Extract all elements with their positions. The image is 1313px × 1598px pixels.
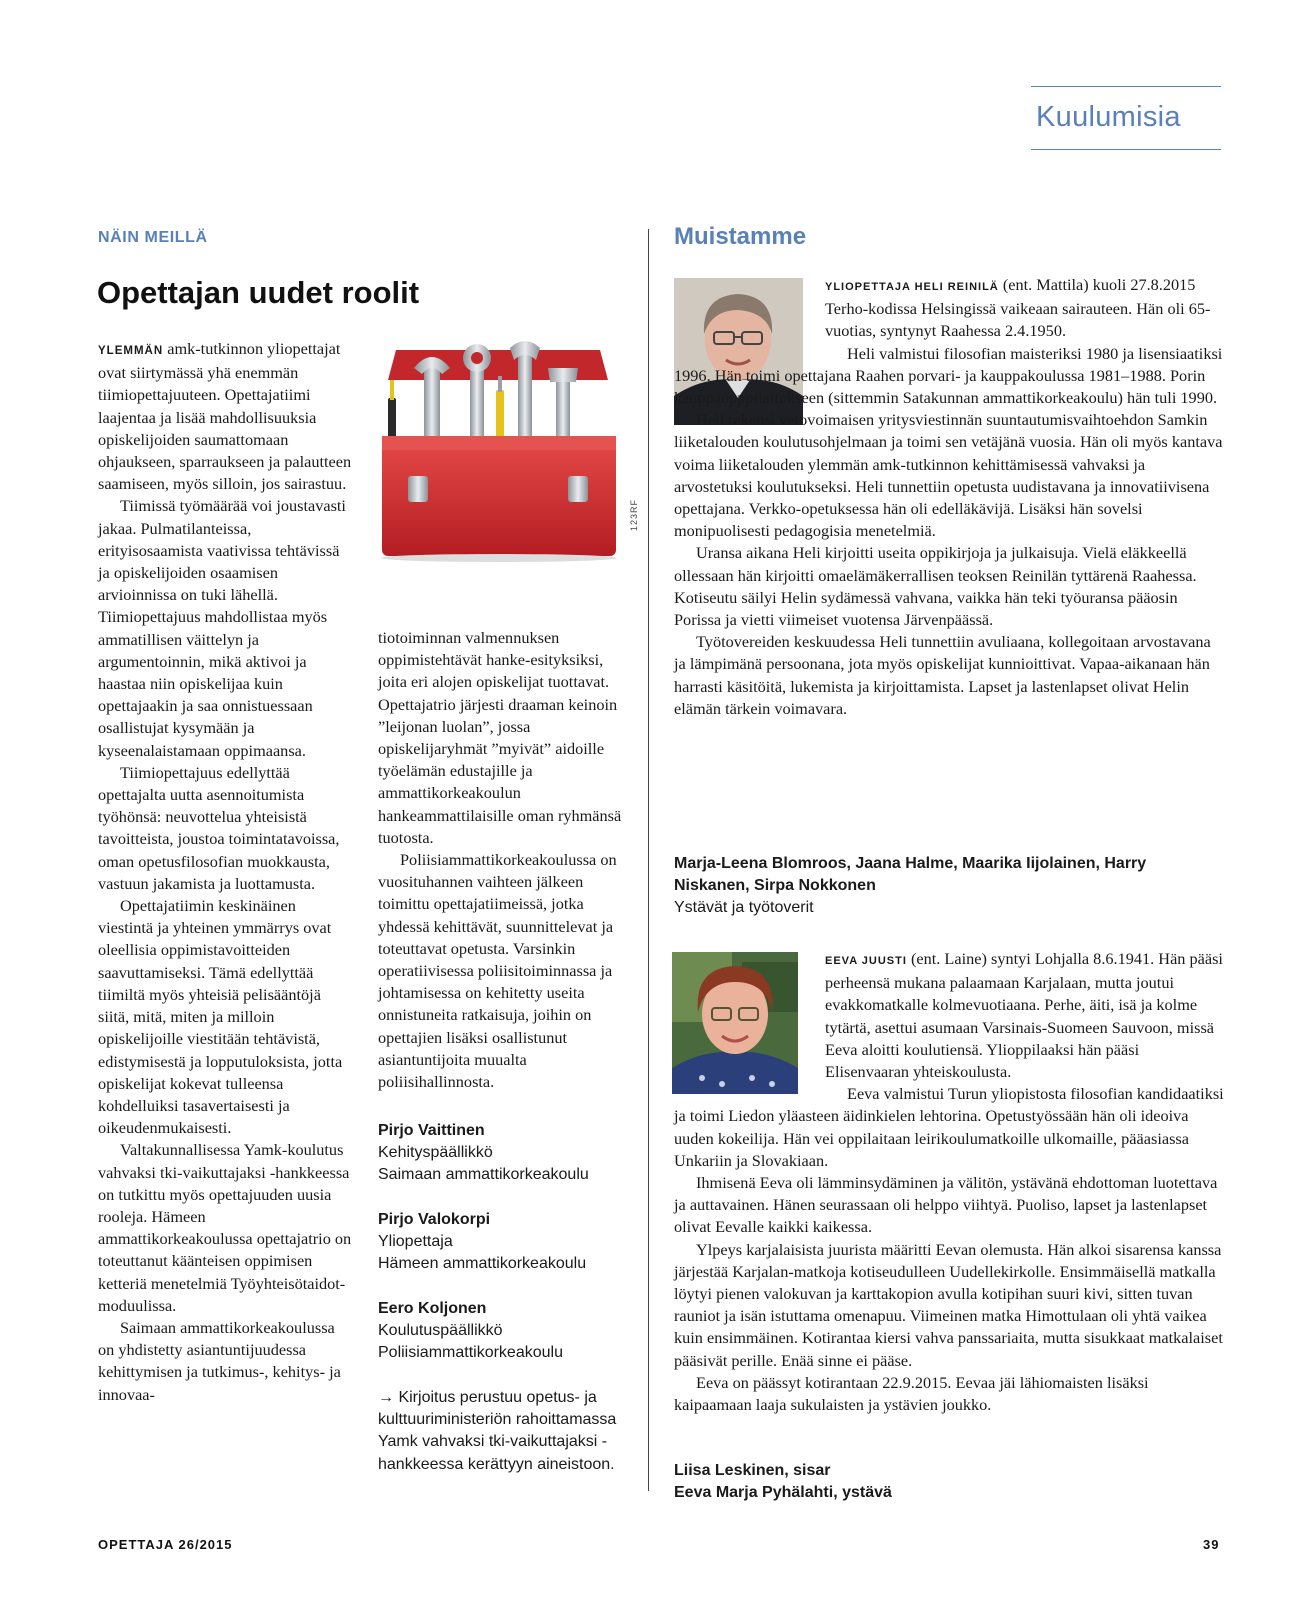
paragraph-text: amk-tutkinnon yliopettajat ovat siirtymässä yhä enemmän tiimiopettajuuteen. Opettajatiimi laajentaa ja lisää mahdollisuuksia opiskelijoiden saumattomaan ohjaukseen, sparraukseen ja palautteen saamiseen, myös silloin, jos sairastuu. xyxy=(98,339,352,494)
lead-word: YLEMMÄN xyxy=(98,345,164,357)
article-paragraph: Opettajatiimin keskinäinen viestintä ja yhteinen ymmärrys ovat oleellisia oppimistavoitteiden saavuttamiseksi. Tämä edellyttää tiimiltä myös yhteisiä pelisääntöjä siitä, mitä, miten ja milloin opiskelijoille viestitään tehtävistä, edistymisestä ja lopputuloksista, jotta opiskelijat kokevat tulleensa kohdelluiksi tasavertaisesti ja oikeudenmukaisesti. xyxy=(98,896,343,1138)
obituary-paragraph xyxy=(825,948,1224,1083)
author-org: Poliisiammattikorkeakoulu xyxy=(378,1344,563,1362)
obituary-paragraph: Uransa aikana Heli kirjoitti useita oppikirjoja ja julkaisuja. Vielä eläkkeellä ollessaan hän kirjoitti omaelämäkerrallisen teoksen Reinilän tyttärenä Raahessa. Kotiseutu säilyi Helin sydämessä vahvana, vaikka hän teki työuransa pääosin Porissa ja vietti viimeiset vuotensa Järvenpäässä. xyxy=(674,543,1197,630)
author-block-3 xyxy=(378,1298,632,1365)
author-org: Saimaan ammattikorkeakoulu xyxy=(378,1166,589,1184)
article-paragraph: Poliisiammattikorkeakoulussa on vuosituhannen vaihteen jälkeen toimittu opettajatiimeissä, jotka yhdessä kehittävät, suunnittelevat ja toteuttavat opetusta. Varsinkin operatiivisessa poliisitoiminnassa ja johtamisessa on kehitetty useita onnistuneita ratkaisuja, joihin on opettajien lisäksi osallistunut asiantuntijoita muualta poliisihallinnosta. xyxy=(378,850,617,1092)
article-paragraph: Valtakunnallisessa Yamk-koulutus vahvaksi tki-vaikuttajaksi -hankkeessa on tutkittu myös opettajuuden uusia rooleja. Hämeen ammattikorkeakoulussa opettajatrio on toteuttanut käänteisen oppimisen ketteriä menetelmiä Työyhteisötaidot-moduulissa. xyxy=(98,1140,352,1315)
source-note xyxy=(378,1387,632,1476)
obituary-paragraph: Ihmisenä Eeva oli lämminsydäminen ja välitön, ystävänä ehdottoman luotettava ja auttavainen. Hänen seurassaan oli helppo viihtyä. Puoliso, lapset ja lastenlapset olivat Eevalle kaikki kaikessa. xyxy=(674,1173,1218,1237)
article-paragraph: Tiimissä työmäärää voi joustavasti jakaa. Pulmatilanteissa, erityisosaamista vaativissa tehtävissä ja opiskelijoiden osaamisen arvioinnissa on tuki lähellä. Tiimiopettajuus mahdollistaa myös ammatillisen väittelyn ja argumentoinnin, mikä aktivoi ja haastaa niin opiskelijaa kuin opettajaakin ja saa onnistuessaan osallistujat kysymään ja kyseenalaistamaan oppimaansa. xyxy=(98,496,346,760)
signer-role: Ystävät ja työtoverit xyxy=(674,899,814,917)
arrow-icon: → xyxy=(378,1389,394,1406)
obituary-paragraph xyxy=(674,1083,1224,1172)
paragraph-text: Eeva valmistui Turun yliopistosta filosofian kandidaatiksi ja toimi Liedon yläasteen äidinkielen lehtorina. Opetustyössään hän oli ideoiva uuden kokeilija. Hän vei oppilaitaan leirikoulumatkoille ulkomaille, pääasiassa Unkariin ja Slovakiaan. xyxy=(674,1084,1224,1170)
article-paragraph: Tiimiopettajuus edellyttää opettajalta uutta asennoitumista työhönsä: neuvottelua yhteisistä tavoitteista, joustoa toimintatavoissa, oman opetusfilosofian muokkausta, vastuun jakamista ja luottamusta. xyxy=(98,762,340,893)
signer-name: Eeva Marja Pyhälahti, ystävä xyxy=(674,1484,892,1502)
article-column-1 xyxy=(98,338,352,1406)
heli-signers xyxy=(674,853,1224,920)
source-note-text: Kirjoitus perustuu opetus- ja kulttuuriministeriön rahoittamassa Yamk vahvaksi tki-vaikuttajaksi -hankkeessa kerättyyn aineistoon. xyxy=(378,1389,617,1473)
author-name: Pirjo Valokorpi xyxy=(378,1211,491,1228)
section-label: Kuulumisia xyxy=(1036,101,1181,133)
author-name: Pirjo Vaittinen xyxy=(378,1122,485,1139)
author-block-2 xyxy=(378,1209,632,1276)
paragraph-text: (ent. Laine) syntyi Lohjalla 8.6.1941. Hän pääsi perheensä mukana palaamaan Karjalaan, mutta joutui evakkomatkalle kolmevuotiaana. Perhe, äiti, isä ja kolme tytärtä, asettui asumaan Varsinais-Suomeen Sauvoon, missä Eeva aloitti koulutiensä. Ylioppilaaksi hän pääsi Elisenvaaran yhteiskoulusta. xyxy=(825,949,1223,1082)
obituary-paragraph xyxy=(825,274,1224,343)
obituary-lead: YLIOPETTAJA HELI REINILÄ xyxy=(825,281,999,293)
paragraph-text: Heli valmistui filosofian maisteriksi 1980 ja lisensiaatiksi 1996. Hän toimi opettajana Raahen porvari- ja kauppakoulussa 1981–1988. Porin kauppaopppilaitokseen (sittemmin Satakunnan ammattikorkeakoulu) hän tuli 1990. xyxy=(674,343,1223,408)
obituary-paragraph: Eeva on päässyt kotirantaan 22.9.2015. Eevaa jäi lähiomaisten lisäksi kaipaamaan laaja sukulaisten ja ystävien joukko. xyxy=(674,1372,1149,1415)
header-rule-top xyxy=(1031,86,1221,87)
author-block-1 xyxy=(378,1120,632,1187)
article-kicker: NÄIN MEILLÄ xyxy=(98,229,208,246)
obituary-paragraph: Heli rakensi vetovoimaisen yritysviestinnän suuntautumisvaihtoehdon Samkin liiketalouden koulutusohjelmaan ja toimi sen vetäjänä vuosia. Hän oli myös kantava voima liiketalouden ylemmän amk-tutkinnon kehittämisessä vahvaksi ja arvostetuksi koulutukseksi. Heli tunnettiin opetusta uudistavana ja innovatiivisena opettajana. Verkko-opetuksessa hän oli edelläkävijä. Lisäksi hän sovelsi monipuolisesti pedagogisia menetelmiä. xyxy=(674,410,1223,541)
magazine-issue: OPETTAJA 26/2015 xyxy=(98,1537,233,1552)
toolbox-illustration xyxy=(378,340,620,562)
article-paragraph: tiotoiminnan valmennuksen oppimistehtävät hanke-esityksiksi, joita eri alojen opiskelijat tuottavat. Opettajatrio järjesti draaman keinoin ”leijonan luolan”, jossa opiskelijaryhmät ”myivät” aidoille työelämän edustajille ja ammattikorkeakoulun hankeammattilaisille oman ryhmänsä tuotosta. xyxy=(378,628,622,847)
header-rule-bottom xyxy=(1031,149,1221,150)
eeva-signers xyxy=(674,1460,1224,1504)
paragraph-text: (ent. Mattila) kuoli 27.8.2015 Terho-kodissa Helsingissä vaikeaan sairauteen. Hän oli 65-vuotias, syntynyt Raahessa 2.4.1950. xyxy=(825,275,1211,341)
page-number: 39 xyxy=(1203,1537,1220,1552)
signer-name: Liisa Leskinen, sisar xyxy=(674,1462,831,1479)
article-column-2 xyxy=(378,627,632,1093)
obituary-lead: EEVA JUUSTI xyxy=(825,955,907,967)
author-org: Hämeen ammattikorkeakoulu xyxy=(378,1255,587,1273)
obituary-paragraph: Työtovereiden keskuudessa Heli tunnettiin avuliaana, kollegoitaan arvostavana ja lämpimänä persoonana, jota myös opiskelijat kunnioittivat. Vapaa-aikanaan hän harrasti käsitöitä, lukemista ja kirjoittamista. Lapset ja lastenlapset olivat Helin elämän tärkein voimavara. xyxy=(674,632,1211,718)
author-title: Kehityspäällikkö xyxy=(378,1144,493,1162)
signer-names: Marja-Leena Blomroos, Jaana Halme, Maarika Iijolainen, Harry Niskanen, Sirpa Nokkonen xyxy=(674,855,1147,895)
author-name: Eero Koljonen xyxy=(378,1300,487,1317)
obituary-paragraph: Ylpeys karjalaisista juurista määritti Eevan olemusta. Hän alkoi sisarensa kanssa järjestää Karjalan-matkoja kotiseudulleen Uudellekirkolle. Ensimmäisellä matkalla löytyi pienen valokuvan ja karttakopion avulla kotipihan suuri kivi, sitten tuvan rauniot ja isän istuttama omenapuu. Viimeinen matka Himottulaan oli yhtä vaikea kuin ensimmäinen. Kotirantaa kiersi vahva panssariaita, mutta sisukkaat matkalaiset pääsivät perille. Enää sinne ei pääse. xyxy=(674,1239,1223,1370)
author-title: Koulutuspäällikkö xyxy=(378,1322,503,1340)
image-credit: 123RF xyxy=(629,498,639,531)
obituary-paragraph xyxy=(674,343,1224,410)
memorial-title: Muistamme xyxy=(674,223,807,250)
article-paragraph: Saimaan ammattikorkeakoulussa on yhdistetty asiantuntijuudessa kehittymisen ja tutkimus-, kehitys- ja innovaa- xyxy=(98,1317,341,1404)
article-paragraph xyxy=(98,338,352,495)
author-title: Yliopettaja xyxy=(378,1233,453,1251)
article-title: Opettajan uudet roolit xyxy=(97,275,420,310)
obituary-eeva xyxy=(674,948,1224,1416)
column-divider xyxy=(648,229,649,1491)
obituary-heli xyxy=(674,274,1224,720)
